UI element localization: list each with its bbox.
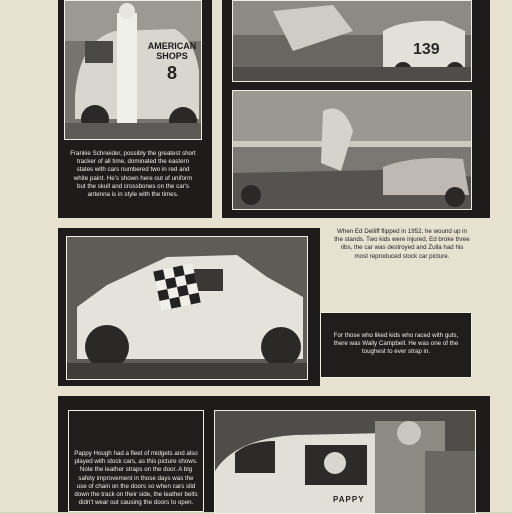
caption-delliff: When Ed Delliff flipped in 1952, he wound up in the stands. Two kids were injured, Ed broke three ribs, the car was destroyed and Zulla had his most reproduced stock car picture. [334,228,470,260]
caption-campbell: For those who liked kids who raced with guts, there was Wally Campbell. He was one of the toughest to ever strap in. [333,332,459,356]
door-plate: PAPPY [333,495,365,504]
car-sign [143,41,201,61]
photo-campbell [66,236,308,380]
photo-crash-top [232,0,472,82]
car-sign-line1: AMERICAN [147,41,197,51]
car-sign-line2: SHOPS [156,51,188,61]
photo-pappy-hough [214,410,476,514]
crash-car-number: 139 [413,41,440,58]
photo-flip-stands [232,90,472,210]
caption-schneider: Frankie Schneider, possibly the greatest short tracker of all time, dominated the eastern states with cars numbered two in red and white paint. He's shown here out of uniform but the skull and crossbones on the car's antenna is in style with the times. [70,150,196,199]
car-number: 8 [167,63,178,83]
caption-hough: Pappy Hough had a fleet of midgets and also played with stock cars, as this picture shows. Note the leather straps on the door. A big safety improvement in those days was the use of chain on the doors so when cars slid down the track on their side, the leather belts didn't wear out causing the doors to open. [74,450,198,507]
photo-schneider [64,0,202,140]
checkered-flag [153,263,200,310]
